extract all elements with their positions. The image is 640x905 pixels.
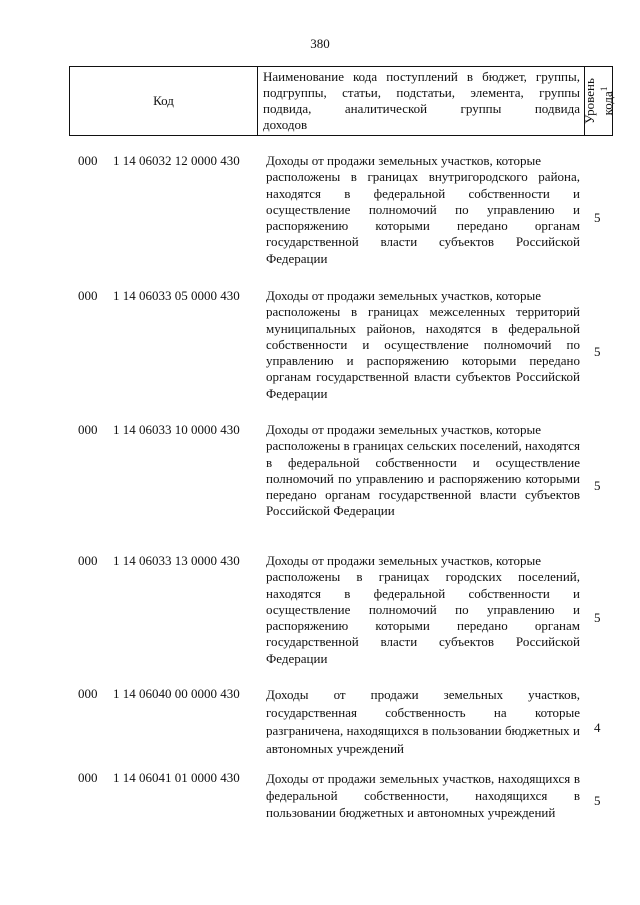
- code-level: 5: [594, 793, 601, 808]
- income-description: [266, 288, 580, 402]
- description-text: расположены в границах городских поселений, находятся в федеральной собственности и осуществление полномочий по управлению и распоряжению которыми передано органам государственной власти субъектов Российской Федерации: [266, 569, 580, 666]
- page-number: 380: [310, 36, 330, 51]
- description-first-line: Доходы от продажи земельных участков, которые: [266, 153, 541, 168]
- income-description: [266, 770, 580, 821]
- income-code: 1 14 06040 00 0000 430: [113, 686, 240, 701]
- code-level: 4: [594, 720, 601, 735]
- header-level: [581, 67, 615, 136]
- code-level: 5: [594, 210, 601, 225]
- description-text: расположены в границах внутригородского района, находятся в федеральной собственности и осуществление полномочий по управлению и распоряжению которыми передано органам государственной власти субъектов Российской Федерации: [266, 169, 580, 266]
- admin-code: 000: [78, 422, 98, 437]
- admin-code: 000: [78, 770, 98, 785]
- income-code: 1 14 06033 13 0000 430: [113, 553, 240, 568]
- header-name-text: Наименование кода поступлений в бюджет, группы, подгруппы, статьи, подстатьи, элемента, группы подвида, аналитической группы подвида: [263, 69, 580, 116]
- header-name-last: доходов: [263, 117, 308, 132]
- header-level-word: кода: [599, 91, 615, 116]
- description-text: Доходы от продажи земельных участков, государственная собственность на которые разграничена, находящихся в пользовании бюджетных и автономных учреждений: [266, 687, 580, 756]
- admin-code: 000: [78, 288, 98, 303]
- description-text: Доходы от продажи земельных участков, находящихся в федеральной собственности, находящихся в пользовании бюджетных и автономных учреждений: [266, 771, 580, 820]
- admin-code: 000: [78, 153, 98, 168]
- admin-code: 000: [78, 686, 98, 701]
- income-code: 1 14 06032 12 0000 430: [113, 153, 240, 168]
- income-description: [266, 422, 580, 520]
- code-level: 5: [594, 610, 601, 625]
- description-text: расположены в границах сельских поселений, находятся в федеральной собственности и осуществление полномочий по управлению и распоряжению которыми передано органам государственной власти субъектов Российской Федерации: [266, 438, 580, 519]
- header-code: Код: [70, 67, 258, 136]
- header-name: [258, 67, 585, 136]
- header-level-text: [582, 78, 614, 124]
- header-level-line2: [596, 78, 614, 124]
- income-code: 1 14 06033 05 0000 430: [113, 288, 240, 303]
- income-code: 1 14 06033 10 0000 430: [113, 422, 240, 437]
- income-description: [266, 553, 580, 667]
- description-first-line: Доходы от продажи земельных участков, которые: [266, 288, 541, 303]
- code-level: 5: [594, 478, 601, 493]
- description-text: расположены в границах межселенных территорий муниципальных районов, находятся в федеральной собственности и осуществление полномочий по управлению и распоряжению которыми передано органам государственной власти субъектов Российской Федерации: [266, 304, 580, 401]
- admin-code: 000: [78, 553, 98, 568]
- header-level-line1: Уровень: [581, 78, 597, 124]
- income-code: 1 14 06041 01 0000 430: [113, 770, 240, 785]
- income-description: [266, 153, 580, 267]
- header-level-superscript: 1: [598, 86, 609, 92]
- table-header: [69, 66, 613, 136]
- description-first-line: Доходы от продажи земельных участков, которые: [266, 553, 541, 568]
- description-first-line: Доходы от продажи земельных участков, которые: [266, 422, 541, 437]
- income-description: [266, 686, 580, 758]
- code-level: 5: [594, 344, 601, 359]
